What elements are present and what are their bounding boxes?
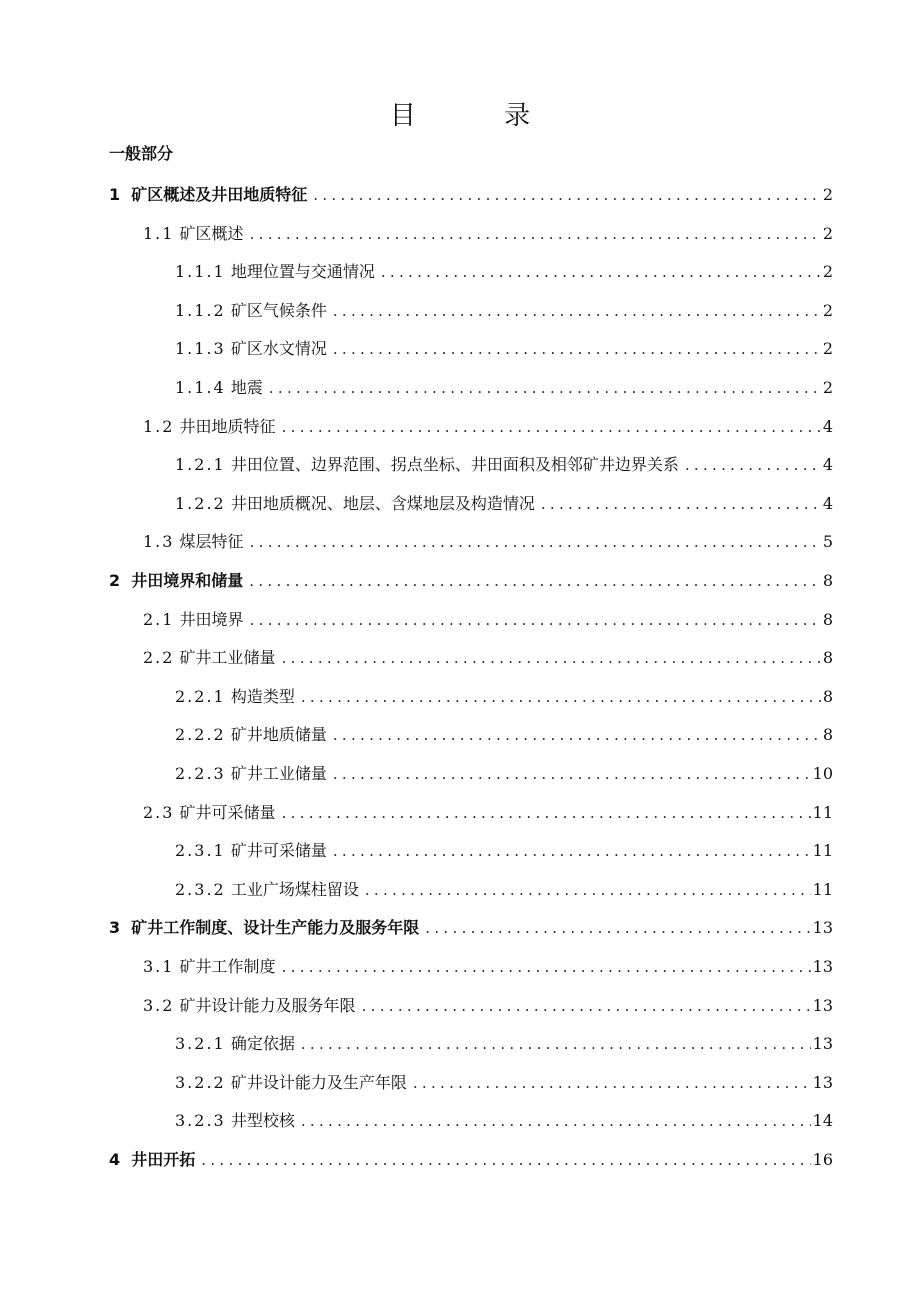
toc-entry[interactable]: [175, 336, 833, 362]
dot-leader: [244, 607, 821, 633]
dot-leader: [276, 800, 811, 826]
dot-leader: [535, 491, 821, 517]
dot-leader: [243, 568, 821, 594]
toc-entry-label: [175, 1031, 295, 1057]
dot-leader: [327, 336, 821, 362]
toc-entry-page-number: 2: [822, 262, 833, 282]
toc-entry-page-number: 8: [822, 571, 833, 590]
toc-entry-text: 煤层特征: [179, 532, 244, 552]
toc-entry[interactable]: [109, 182, 833, 208]
toc-entry-label: [109, 1147, 195, 1173]
toc-entry-text: 矿井工作制度: [179, 957, 276, 976]
toc-entry-label: [175, 722, 327, 748]
toc-entry[interactable]: [175, 1108, 833, 1134]
toc-entry-label: [175, 375, 263, 401]
toc-entry-label: [143, 993, 356, 1019]
dot-leader: [375, 259, 821, 285]
dot-leader: [407, 1070, 811, 1096]
toc-entry[interactable]: [143, 414, 833, 440]
toc-entry-label: [175, 452, 679, 478]
toc-entry-number: 1.1.1: [175, 262, 226, 282]
toc-entry-text: 井型校核: [230, 1111, 295, 1131]
toc-entry-number: 1.2: [143, 416, 175, 436]
toc-entry-page-number: 8: [822, 725, 833, 745]
toc-entry-page-number: 5: [822, 532, 833, 552]
toc-entry-number: 1.3: [143, 532, 175, 552]
toc-entry-number: 4: [109, 1150, 121, 1169]
toc-entry[interactable]: [109, 915, 833, 941]
toc-entry-text: 地震: [230, 378, 263, 397]
dot-leader: [295, 1108, 811, 1134]
toc-entry-page-number: 2: [822, 185, 833, 204]
toc-entry[interactable]: [109, 1147, 833, 1173]
dot-leader: [419, 915, 810, 941]
toc-entry[interactable]: [143, 954, 833, 980]
toc-entry-page-number: 4: [822, 416, 833, 436]
toc-entry-number: 2.2.2: [175, 725, 226, 745]
dot-leader: [244, 529, 821, 555]
dot-leader: [327, 761, 811, 787]
toc-entry-label: [143, 221, 244, 247]
toc-entry-text: 矿井工作制度、设计生产能力及服务年限: [131, 918, 420, 938]
toc-entry-number: 3.2: [143, 995, 175, 1015]
toc-entry[interactable]: [175, 761, 833, 787]
toc-entry[interactable]: [175, 375, 833, 401]
toc-entry[interactable]: [175, 1070, 833, 1096]
dot-leader: [356, 993, 811, 1019]
toc-entry-page-number: 8: [822, 686, 833, 706]
toc-entry-page-number: 2: [822, 300, 833, 320]
toc-entry[interactable]: [109, 568, 833, 594]
toc-entry-number: 2.2: [143, 648, 175, 668]
toc-entry-label: [175, 877, 359, 903]
toc-entry-text: 矿井可采储量: [179, 802, 276, 822]
toc-entry-text: 工业广场煤柱留设: [230, 879, 359, 899]
toc-entry-text: 矿井可采储量: [230, 841, 327, 861]
toc-entry-page-number: 13: [812, 918, 833, 938]
toc-entry-page-number: 16: [812, 1150, 833, 1169]
toc-entry[interactable]: [143, 800, 833, 826]
toc-entry-label: [143, 800, 276, 826]
dot-leader: [263, 375, 821, 401]
toc-entry-page-number: 13: [812, 1072, 833, 1092]
toc-entry[interactable]: [175, 452, 833, 478]
toc-entry-text: 矿区气候条件: [230, 300, 327, 320]
toc-entry-text: 矿区概述: [179, 223, 244, 243]
toc-title: 目 录: [389, 101, 571, 131]
toc-entry[interactable]: [175, 877, 833, 903]
toc-entry-page-number: 8: [822, 609, 833, 629]
toc-entry-number: 2.2.1: [175, 686, 226, 706]
toc-entry-text: 地理位置与交通情况: [230, 262, 375, 282]
toc-section-label: 一般部分: [109, 144, 174, 163]
dot-leader: [276, 954, 811, 980]
toc-entry-number: 3.2.2: [175, 1072, 226, 1092]
toc-entry-text: 确定依据: [230, 1034, 295, 1054]
toc-entry[interactable]: [175, 491, 833, 517]
toc-entry-label: [143, 607, 244, 633]
toc-entry-label: [175, 1070, 407, 1096]
dot-leader: [307, 182, 821, 208]
toc-entry[interactable]: [175, 722, 833, 748]
toc-entry-page-number: 2: [822, 339, 833, 359]
toc-entry-label: [175, 1108, 295, 1134]
toc-entry[interactable]: [143, 645, 833, 671]
dot-leader: [295, 1031, 811, 1057]
toc-entry-number: 1.2.2: [175, 493, 226, 513]
toc-entry-label: [175, 838, 327, 864]
toc-entry-label: [175, 761, 327, 787]
toc-entry[interactable]: [175, 298, 833, 324]
toc-entry[interactable]: [143, 221, 833, 247]
toc-entry-page-number: 11: [812, 802, 833, 822]
toc-entry-number: 2.3: [143, 802, 175, 822]
toc-entry-page-number: 2: [822, 378, 833, 397]
toc-entry-text: 矿井设计能力及生产年限: [230, 1072, 407, 1092]
toc-entry-label: [109, 915, 419, 941]
toc-entry-number: 3.1: [143, 957, 175, 976]
toc-entry-number: 2.3.1: [175, 841, 226, 861]
toc-entry-label: [175, 336, 327, 362]
toc-entry-page-number: 4: [822, 493, 833, 513]
toc-entry-label: [175, 298, 327, 324]
toc-entry-text: 构造类型: [230, 686, 295, 706]
toc-entry[interactable]: [175, 684, 833, 710]
toc-entry-number: 1.1.4: [175, 378, 226, 397]
toc-entry-page-number: 11: [812, 879, 833, 899]
toc-entry-text: 矿区水文情况: [230, 339, 327, 359]
toc-entry-text: 矿区概述及井田地质特征: [131, 185, 308, 204]
toc-entry-text: 矿井工业储量: [230, 764, 327, 783]
toc-entry-number: 1.1.3: [175, 339, 226, 359]
toc-entry-label: [143, 529, 244, 555]
toc-entry-label: [143, 645, 276, 671]
dot-leader: [327, 298, 821, 324]
toc-entry-number: 1: [109, 185, 121, 204]
toc-entry[interactable]: [175, 838, 833, 864]
toc-entry-text: 井田位置、边界范围、拐点坐标、井田面积及相邻矿井边界关系: [230, 455, 679, 475]
toc-entry-page-number: 13: [812, 995, 833, 1015]
dot-leader: [295, 684, 821, 710]
toc-entry-page-number: 13: [812, 1034, 833, 1054]
toc-entry-page-number: 14: [812, 1111, 833, 1131]
toc-entry-page-number: 13: [812, 957, 833, 976]
toc-entry-label: [175, 491, 535, 517]
toc-entry-label: [175, 259, 375, 285]
toc-entry-text: 井田开拓: [131, 1150, 196, 1169]
toc-entry-label: [143, 414, 276, 440]
toc-entry-label: [175, 684, 295, 710]
toc-entry-label: [109, 568, 243, 594]
toc-entry-text: 矿井地质储量: [230, 725, 327, 745]
toc-entry-text: 井田地质概况、地层、含煤地层及构造情况: [230, 493, 535, 513]
toc-entry-number: 2: [109, 571, 121, 590]
toc-entry-text: 矿井工业储量: [179, 648, 276, 668]
toc-entry[interactable]: [143, 529, 833, 555]
toc-entry[interactable]: [143, 607, 833, 633]
dot-leader: [276, 645, 821, 671]
toc-entry[interactable]: [143, 993, 833, 1019]
toc-entry-number: 3: [109, 918, 121, 938]
toc-entry-label: [143, 954, 276, 980]
toc-entry-number: 2.3.2: [175, 879, 226, 899]
toc-entry-text: 井田境界和储量: [131, 571, 244, 590]
toc-entry-number: 1.1: [143, 223, 175, 243]
toc-entry-page-number: 4: [822, 455, 833, 475]
toc-entry-number: 3.2.1: [175, 1034, 226, 1054]
toc-entry-page-number: 11: [812, 841, 833, 861]
toc-entry-page-number: 10: [812, 764, 833, 783]
dot-leader: [195, 1147, 810, 1173]
toc-entry-text: 矿井设计能力及服务年限: [179, 995, 356, 1015]
dot-leader: [327, 722, 821, 748]
dot-leader: [327, 838, 811, 864]
toc-entry-number: 1.1.2: [175, 300, 226, 320]
toc-entry-label: [109, 182, 307, 208]
toc-entry-number: 3.2.3: [175, 1111, 226, 1131]
toc-entry-page-number: 2: [822, 223, 833, 243]
toc-entry-number: 1.2.1: [175, 455, 226, 475]
toc-entry-text: 井田地质特征: [179, 416, 276, 436]
toc-entry[interactable]: [175, 259, 833, 285]
dot-leader: [276, 414, 821, 440]
toc-entry[interactable]: [175, 1031, 833, 1057]
dot-leader: [359, 877, 811, 903]
toc-entry-number: 2.1: [143, 609, 175, 629]
dot-leader: [244, 221, 821, 247]
toc-entry-page-number: 8: [822, 648, 833, 668]
toc-entry-text: 井田境界: [179, 609, 244, 629]
toc-entry-number: 2.2.3: [175, 764, 226, 783]
dot-leader: [679, 452, 821, 478]
